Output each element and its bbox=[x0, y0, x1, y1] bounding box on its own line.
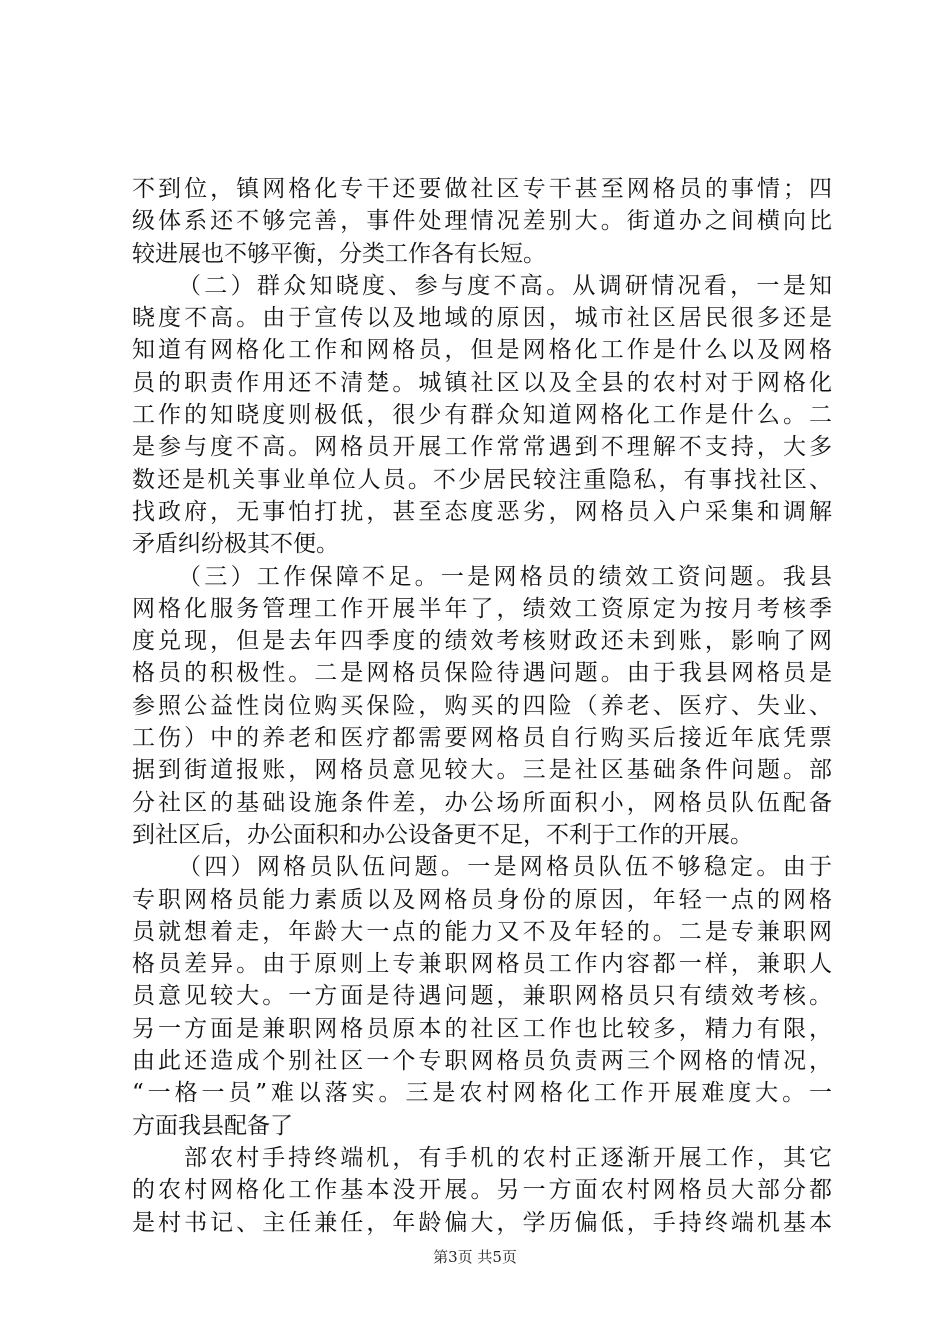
text-line: 网格化服务管理工作开展半年了，绩效工资原定为按月考核季 bbox=[132, 595, 832, 622]
paragraph-start-line: （四）网格员队伍问题。一是网格员队伍不够稳定。由于 bbox=[178, 854, 832, 881]
text-line: 另一方面是兼职网格员原本的社区工作也比较多，精力有限， bbox=[132, 1015, 832, 1042]
text-line: 格员差异。由于原则上专兼职网格员工作内容都一样，兼职人 bbox=[132, 951, 832, 978]
text-line: 员意见较大。一方面是待遇问题，兼职网格员只有绩效考核。 bbox=[132, 983, 832, 1010]
text-line: 不到位，镇网格化专干还要做社区专干甚至网格员的事情；四 bbox=[132, 176, 832, 202]
text-line: 据到街道报账，网格员意见较大。三是社区基础条件问题。部 bbox=[132, 757, 832, 784]
text-line: 的农村网格化工作基本没开展。另一方面农村网格员大部分都 bbox=[132, 1177, 832, 1204]
text-line: 数还是机关事业单位人员。不少居民较注重隐私，有事找社区、 bbox=[132, 466, 832, 493]
text-line: 由此还造成个别社区一个专职网格员负责两三个网格的情况， bbox=[132, 1048, 832, 1075]
text-line: 参照公益性岗位购买保险，购买的四险（养老、医疗、失业、 bbox=[132, 692, 832, 719]
text-line: 知道有网格化工作和网格员，但是网格化工作是什么以及网格 bbox=[132, 337, 832, 364]
text-line: 到社区后，办公面积和办公设备更不足，不利于工作的开展。 bbox=[132, 821, 753, 848]
text-line: 工作的知晓度则极低，很少有群众知道网格化工作是什么。二 bbox=[132, 402, 832, 429]
text-line: 员就想着走，年龄大一点的能力又不及年轻的。二是专兼职网 bbox=[132, 918, 832, 945]
text-line: 专职网格员能力素质以及网格员身份的原因，年轻一点的网格 bbox=[132, 886, 832, 913]
text-line: 度兑现，但是去年四季度的绩效考核财政还未到账，影响了网 bbox=[132, 628, 832, 655]
document-body bbox=[132, 173, 832, 1239]
text-line: “一格一员”难以落实。三是农村网格化工作开展难度大。一 bbox=[132, 1080, 832, 1107]
text-line: 级体系还不够完善，事件处理情况差别大。街道办之间横向比 bbox=[132, 208, 832, 235]
text-line: 矛盾纠纷极其不便。 bbox=[132, 531, 339, 558]
text-line: 方面我县配备了 bbox=[132, 1112, 293, 1139]
text-line: 员的职责作用还不清楚。城镇社区以及全县的农村对于网格化 bbox=[132, 369, 832, 396]
text-line: 找政府，无事怕打扰，甚至态度恶劣，网格员入户采集和调解 bbox=[132, 498, 832, 525]
paragraph-start-line: （三）工作保障不足。一是网格员的绩效工资问题。我县 bbox=[178, 563, 832, 590]
text-line: 较进展也不够平衡，分类工作各有长短。 bbox=[132, 240, 546, 267]
paragraph-start-line: 部农村手持终端机，有手机的农村正逐渐开展工作，其它 bbox=[184, 1144, 832, 1171]
text-line: 是村书记、主任兼任，年龄偏大，学历偏低，手持终端机基本 bbox=[132, 1209, 832, 1236]
text-line: 分社区的基础设施条件差，办公场所面积小，网格员队伍配备 bbox=[132, 789, 832, 816]
text-line: 格员的积极性。二是网格员保险待遇问题。由于我县网格员是 bbox=[132, 660, 832, 687]
paragraph-start-line: （二）群众知晓度、参与度不高。从调研情况看，一是知 bbox=[178, 272, 832, 299]
text-line: 是参与度不高。网格员开展工作常常遇到不理解不支持，大多 bbox=[132, 434, 832, 461]
text-line: 工伤）中的养老和医疗都需要网格员自行购买后接近年底凭票 bbox=[132, 725, 832, 752]
text-line: 晓度不高。由于宣传以及地域的原因，城市社区居民很多还是 bbox=[132, 305, 832, 332]
page-number-footer: 第3页 共5页 bbox=[433, 1248, 517, 1266]
